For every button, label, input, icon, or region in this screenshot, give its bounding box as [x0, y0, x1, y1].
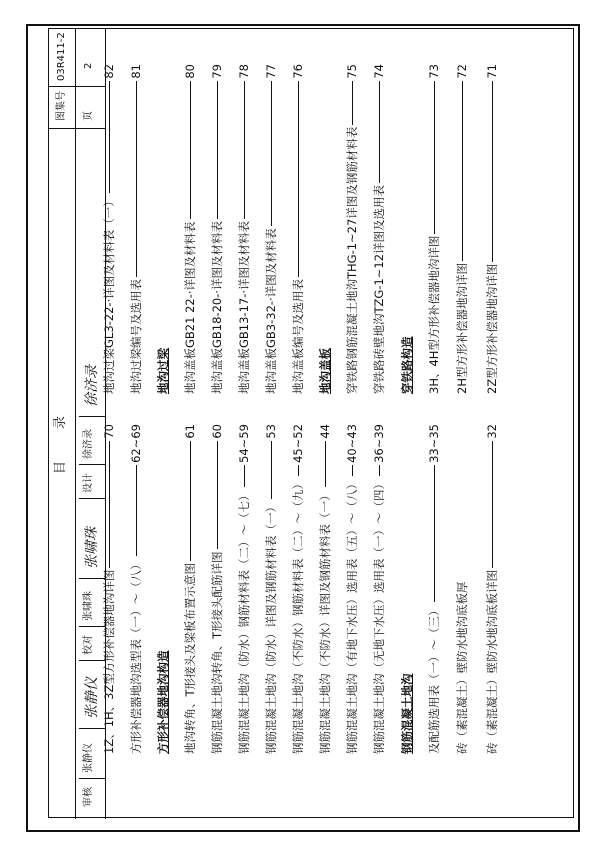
- leader-line: [109, 81, 110, 194]
- toc-entry-page: 60: [210, 424, 224, 439]
- toc-entry[interactable]: [182, 64, 198, 394]
- page-title: 目 录: [53, 413, 68, 474]
- toc-entry-text: 钢筋混凝土地沟（防水）钢筋材料表（二）～（七）: [237, 489, 251, 754]
- title-block: [49, 29, 106, 819]
- toc-entry-page: 77: [264, 64, 278, 79]
- toc-entry[interactable]: [426, 64, 442, 394]
- toc-entry-text: 地沟盖板GB21 22-·详图及材料表: [183, 221, 197, 394]
- leader-line: [244, 465, 245, 488]
- title-block-line: [79, 578, 105, 579]
- leader-line: [217, 441, 218, 550]
- toc-entry-page: 32: [485, 424, 499, 439]
- leader-line: [352, 81, 353, 125]
- page-label: 页: [83, 111, 94, 121]
- toc-entry[interactable]: [263, 64, 279, 394]
- toc-entry: [454, 424, 470, 754]
- toc-entry[interactable]: [344, 424, 360, 754]
- title-block-line: [79, 660, 105, 661]
- title-block-line: [79, 778, 105, 779]
- toc-entry-text: 钢筋混凝土地沟（不防水）详图及钢筋材料表（一）: [318, 489, 332, 754]
- leader-line: [492, 81, 493, 262]
- rotated-content: [49, 29, 575, 819]
- page-number: 2: [83, 62, 94, 69]
- toc-entry-page: 71: [485, 64, 499, 79]
- toc-entry[interactable]: [454, 64, 470, 394]
- toc-entry-text: 钢筋混凝土地沟（不防水）钢筋材料表（二）～（九）: [291, 478, 305, 754]
- leader-line: [379, 465, 380, 476]
- toc-entry-text: 地沟盖板GB13-17-·详图及材料表: [237, 220, 251, 394]
- toc-entry-text: 地沟转角、T形接头及梁板布置示意图: [183, 562, 197, 754]
- toc-entry[interactable]: [290, 64, 306, 394]
- leader-line: [271, 81, 272, 227]
- section-heading: 穿铁路构造: [400, 336, 414, 394]
- toc-entry[interactable]: [371, 424, 387, 754]
- leader-line: [136, 465, 137, 557]
- toc-entry[interactable]: [236, 64, 252, 394]
- toc-entry-page: 75: [345, 64, 359, 79]
- toc-entry-text: 1Z、1H、3Z型方形补偿器地沟详图: [102, 569, 116, 754]
- toc-entry[interactable]: [263, 424, 279, 754]
- leader-line: [136, 81, 137, 277]
- toc-entry-text: 钢筋混凝土地沟（有地下水压）选用表（五）～（八）: [345, 478, 359, 754]
- leader-line: [109, 441, 110, 568]
- review-label: 审核: [83, 787, 94, 807]
- toc-entry-text: 方形补偿器地沟选型表（一）～（八）: [129, 558, 143, 754]
- toc-entry-text: 钢筋混凝土地沟（防水）详图及钢筋材料表（一）: [264, 501, 278, 754]
- toc-entry[interactable]: [344, 64, 360, 394]
- toc-entry-text: 穿铁路砖壁地沟TZG-1~12详图及选用表: [372, 184, 386, 394]
- drawing-frame: [48, 28, 574, 818]
- toc-entry[interactable]: [209, 424, 225, 754]
- toc-entry-page: 36~39: [372, 424, 386, 463]
- toc-entry-text: 地沟盖板编号及选用表: [291, 279, 305, 394]
- toc-entry-text: 地沟盖板GB18-20-·详图及材料表: [210, 220, 224, 394]
- toc-entry-page: 40~43: [345, 424, 359, 463]
- title-block-line: [49, 128, 105, 129]
- leader-line: [492, 441, 493, 568]
- title-block-divider: [75, 29, 76, 819]
- toc-entry[interactable]: [484, 424, 500, 754]
- design-name: 徐济录: [83, 429, 94, 459]
- section-heading: 钢筋混凝土地沟: [400, 673, 414, 754]
- toc-entry-text: 及配筋选用表（一）～（三）: [427, 604, 441, 754]
- atlas-number: 03R411-2: [56, 32, 67, 81]
- leader-line: [298, 465, 299, 476]
- leader-line: [434, 465, 435, 603]
- toc-entry-page: 82: [102, 64, 116, 79]
- toc-entry[interactable]: [128, 424, 144, 754]
- leader-line: [190, 81, 191, 220]
- toc-entry-page: 81: [129, 64, 143, 79]
- toc-entry-text: 钢筋混凝土地沟转角、T形接头配筋详图: [210, 551, 224, 754]
- toc-entry[interactable]: [128, 64, 144, 394]
- review-name: 张静仪: [83, 743, 94, 773]
- section-heading: 方形补偿器地沟构造: [156, 650, 170, 754]
- atlas-label: 图集号: [56, 91, 67, 121]
- toc-entry-page: 78: [237, 64, 251, 79]
- leader-line: [190, 441, 191, 561]
- title-block-line: [49, 86, 105, 87]
- toc-entry-page: 79: [210, 64, 224, 79]
- leader-line: [217, 81, 218, 219]
- title-block-line: [79, 464, 105, 465]
- check-signature: 张啸珠: [84, 527, 100, 569]
- check-label: 校对: [83, 635, 94, 655]
- toc-entry-text: 2Z型方形补偿器地沟详图: [485, 263, 499, 394]
- toc-entry-page: 74: [372, 64, 386, 79]
- section-heading: 地沟过梁: [156, 348, 170, 394]
- leader-line: [298, 81, 299, 277]
- toc-entry-page: 33~35: [427, 424, 441, 463]
- toc-entry-page: 72: [455, 64, 469, 79]
- review-signature: 张静仪: [84, 677, 100, 719]
- check-name: 张啸珠: [83, 591, 94, 621]
- toc-entry-text: 地沟盖板GB3-32-·详图及材料表: [264, 228, 278, 394]
- toc-entry-text: 地沟过梁GL3-22-·详图及材料表（一）: [102, 195, 116, 394]
- toc-entry-page: 45~52: [291, 424, 305, 463]
- toc-entry[interactable]: [371, 64, 387, 394]
- title-block-line: [79, 498, 105, 499]
- toc-entry-page: 76: [291, 64, 305, 79]
- leader-line: [325, 441, 326, 488]
- toc-entry-text: 砖（素混凝土）壁防水地沟底板详图: [485, 570, 499, 754]
- leader-line: [462, 81, 463, 261]
- title-block-line: [79, 626, 105, 627]
- leader-line: [244, 81, 245, 219]
- toc-entry-text: 3H、4H型方形补偿器地沟详图: [427, 235, 441, 394]
- toc-entry-page: 44: [318, 424, 332, 439]
- toc-entry-text: 穿铁路钢筋混凝土地沟THG-1~27详图及钢筋材料表: [345, 126, 359, 394]
- toc-entry-text: 2H型方形补偿器地沟详图: [455, 263, 469, 394]
- toc-entry-text: 钢筋混凝土地沟（无地下水压）选用表（一）～（四）: [372, 478, 386, 754]
- toc-entry[interactable]: [209, 64, 225, 394]
- toc-entry[interactable]: [484, 64, 500, 394]
- toc-entry-page: 53: [264, 424, 278, 439]
- toc-entry-text: 砖（素混凝土）壁防水地沟底板厚: [455, 581, 469, 754]
- section-heading: 地沟盖板: [318, 348, 332, 394]
- toc-entry-page: 62~69: [129, 424, 143, 463]
- toc-entry[interactable]: [182, 424, 198, 754]
- leader-line: [352, 465, 353, 476]
- title-block-line: [79, 728, 105, 729]
- toc-entry[interactable]: [236, 424, 252, 754]
- design-label: 设计: [83, 473, 94, 493]
- toc-entry-text: 地沟过梁编号及选用表: [129, 279, 143, 394]
- leader-line: [434, 81, 435, 234]
- toc-entry[interactable]: [317, 424, 333, 754]
- title-block-line: [79, 416, 105, 417]
- toc-entry-page: 54~59: [237, 424, 251, 463]
- leader-line: [379, 81, 380, 183]
- design-signature: 徐济录: [84, 365, 100, 407]
- toc-entry[interactable]: [426, 424, 442, 754]
- toc-entry[interactable]: [290, 424, 306, 754]
- toc-entry-page: 61: [183, 424, 197, 439]
- toc-entry-page: 73: [427, 64, 441, 79]
- toc-entry-page: 70: [102, 424, 116, 439]
- leader-line: [271, 441, 272, 499]
- toc-entry-page: 80: [183, 64, 197, 79]
